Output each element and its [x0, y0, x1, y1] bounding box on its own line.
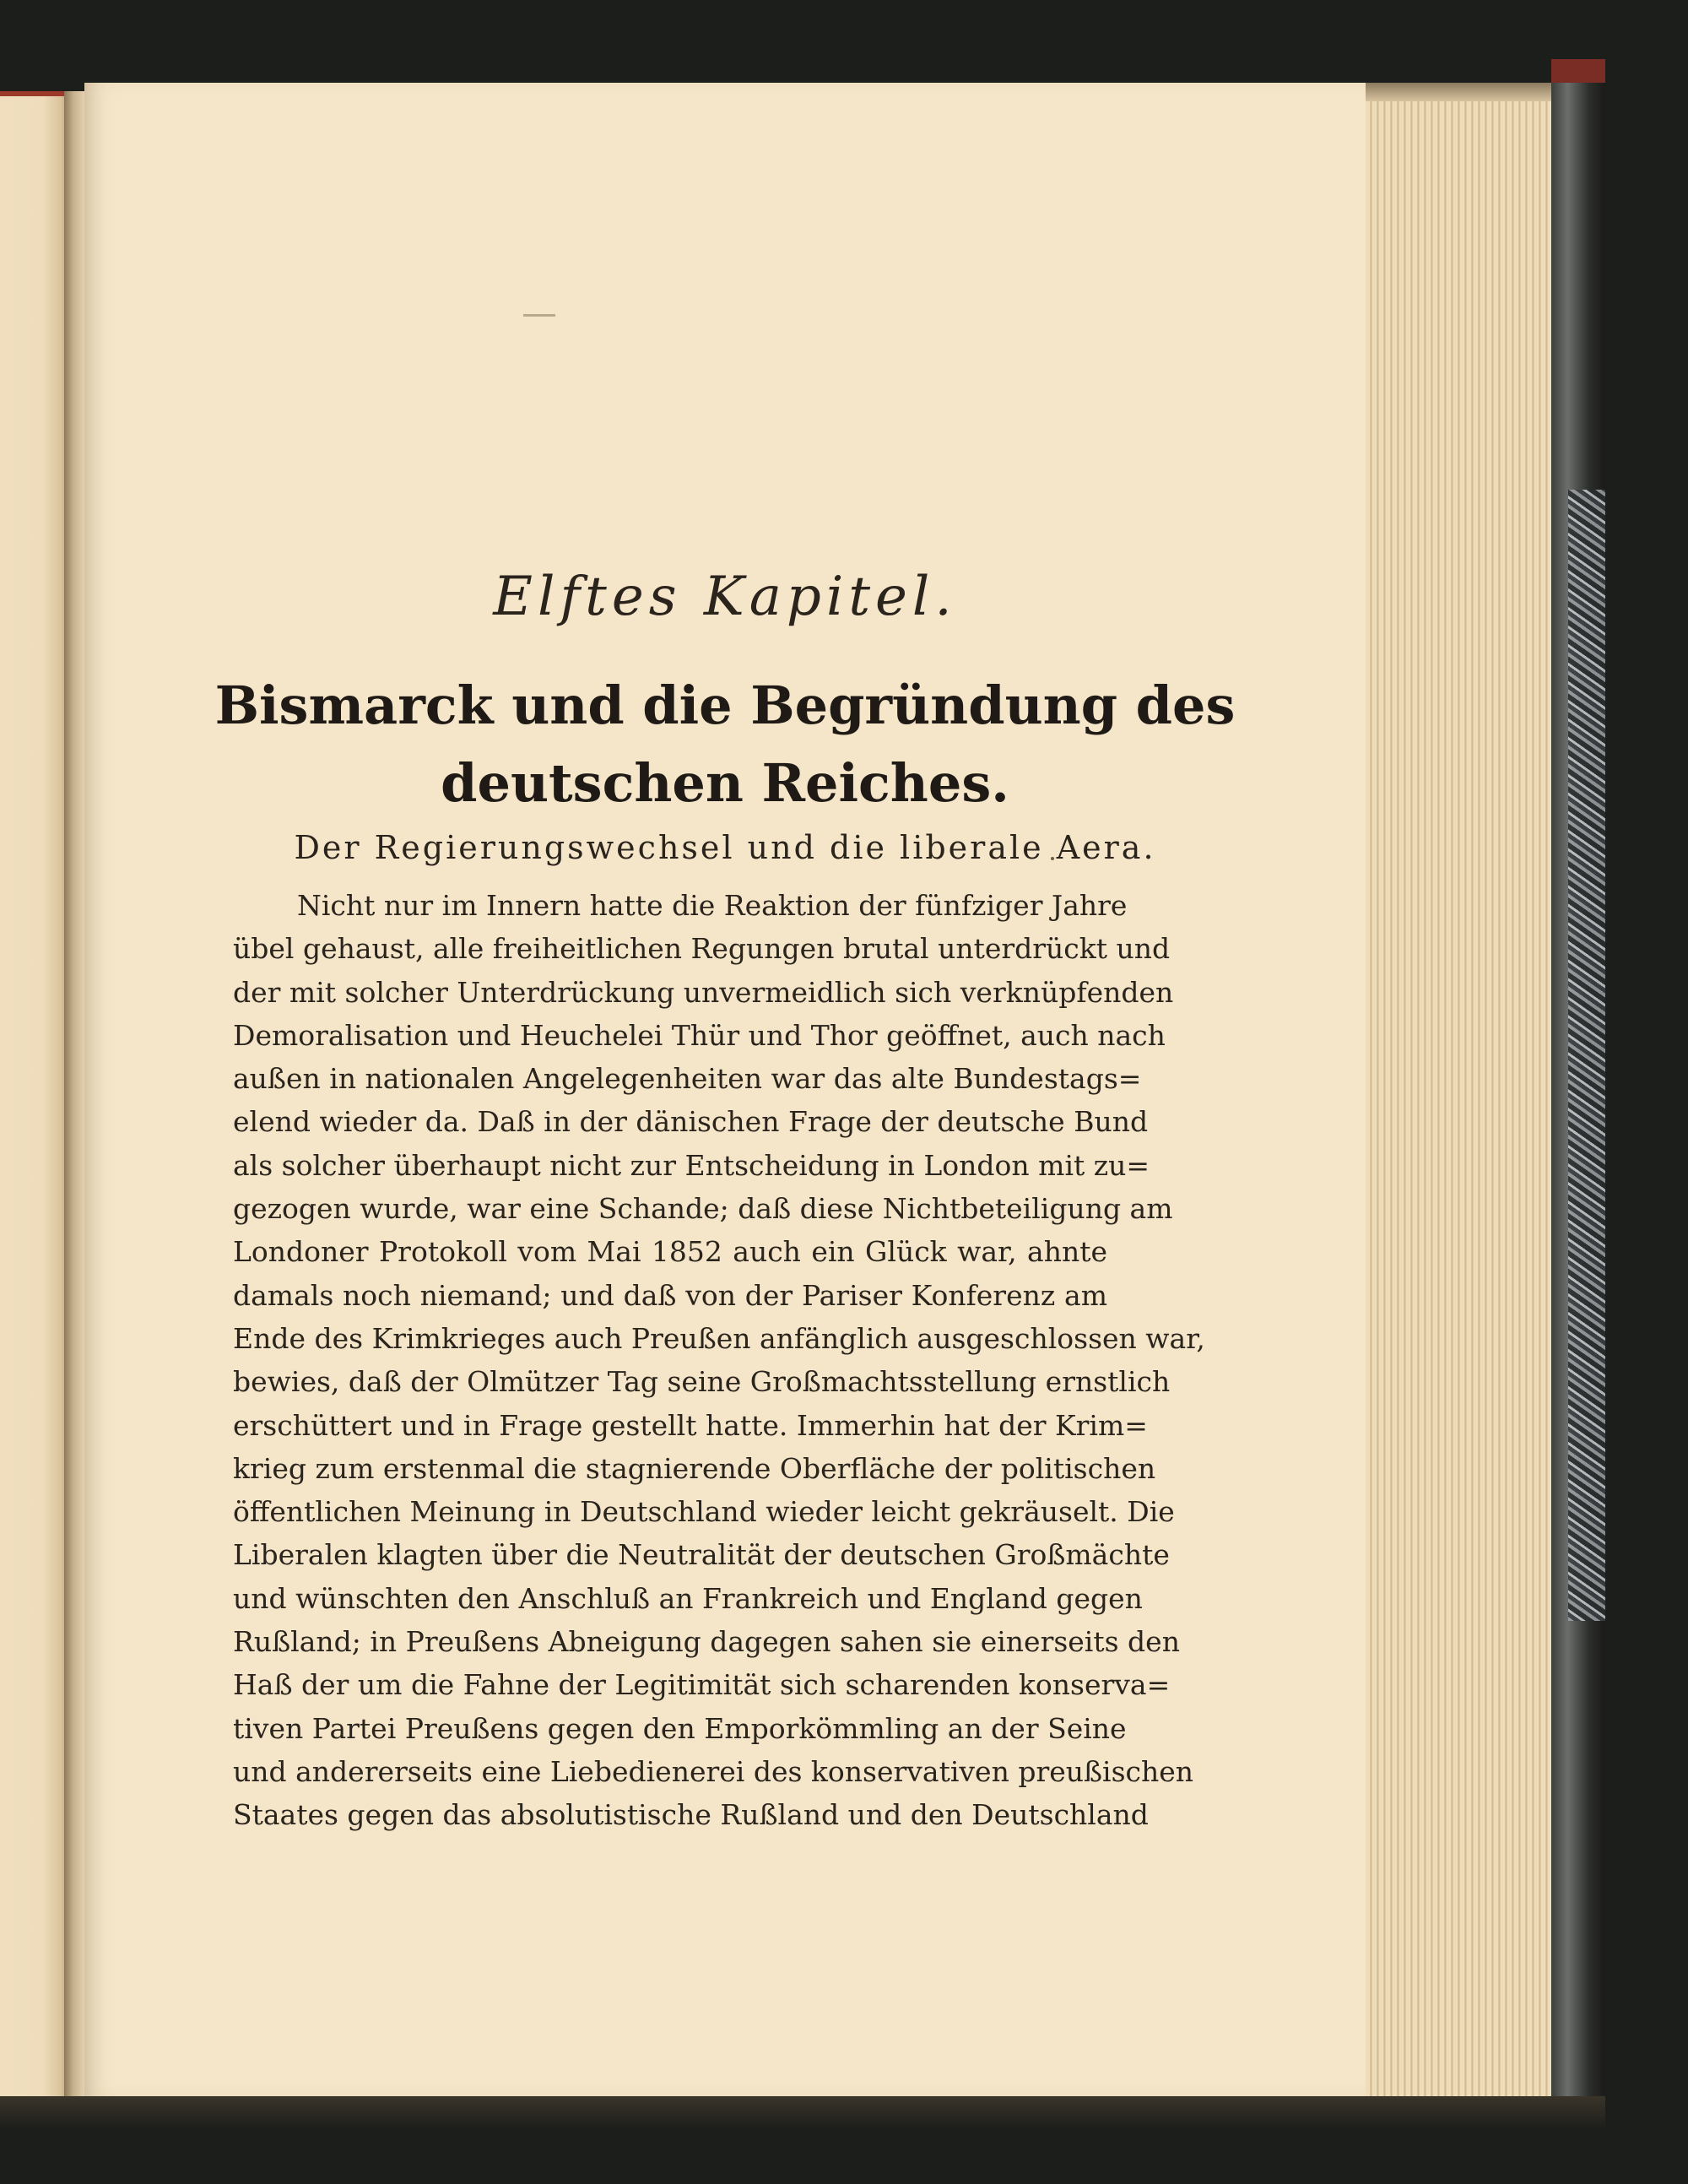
body-line: gezogen wurde, war eine Schande; daß diese Nichtbeteiligung am	[233, 1192, 1173, 1226]
body-line: damals noch niemand; und daß von der Pariser Konferenz am	[233, 1278, 1107, 1312]
chapter-title-line: deutschen Reiches.	[441, 752, 1009, 814]
ink-mark	[523, 314, 555, 317]
body-line: Rußland; in Preußens Abneigung dagegen sahen sie einerseits den	[233, 1625, 1180, 1659]
body-line: tiven Partei Preußens gegen den Emporkömmling an der Seine	[233, 1711, 1127, 1745]
marbled-cover-pattern	[1568, 490, 1605, 1621]
left-page	[0, 91, 72, 2096]
chapter-heading: Elftes Kapitel.	[493, 566, 957, 628]
page-block-edges	[1366, 83, 1551, 2096]
body-line: und wünschten den Anschluß an Frankreich und England gegen	[233, 1581, 1143, 1615]
book-shadow	[0, 2096, 1605, 2130]
chapter-title-line: Bismarck und die Begründung des	[214, 675, 1236, 736]
body-line: übel gehaust, alle freiheitlichen Regungen brutal unterdrückt und	[233, 932, 1171, 966]
body-line: der mit solcher Unterdrückung unvermeidlich sich verknüpfenden	[233, 975, 1174, 1009]
body-line: bewies, daß der Olmützer Tag seine Großmachtsstellung ernstlich	[233, 1365, 1171, 1399]
cover-edge	[1551, 59, 1605, 83]
page-block-top	[1366, 83, 1551, 101]
body-line: erschüttert und in Frage gestellt hatte. Immerhin hat der Krim=	[233, 1408, 1148, 1442]
body-line: Haß der um die Fahne der Legitimität sich scharenden konserva=	[233, 1668, 1171, 1702]
body-text	[233, 884, 1205, 1837]
body-line: Demoralisation und Heuchelei Thür und Thor geöffnet, auch nach	[233, 1018, 1166, 1052]
body-line: Londoner Protokoll vom Mai 1852 auch ein Glück war, ahnte	[233, 1235, 1107, 1269]
left-page-edge	[0, 91, 72, 96]
body-line: Liberalen klagten über die Neutralität der deutschen Großmächte	[233, 1538, 1170, 1572]
body-line: öffentlichen Meinung in Deutschland wieder leicht gekräuselt. Die	[233, 1495, 1175, 1529]
body-line: elend wieder da. Daß in der dänischen Frage der deutsche Bund	[233, 1105, 1149, 1139]
body-line: und andererseits eine Liebedienerei des konservativen preußischen	[233, 1754, 1194, 1788]
body-line: krieg zum erstenmal die stagnierende Oberfläche der politischen	[233, 1451, 1156, 1485]
section-heading: Der Regierungswechsel und die liberale Aera.	[294, 829, 1156, 866]
body-line: Staates gegen das absolutistische Rußland und den Deutschland	[233, 1798, 1149, 1832]
body-line: Nicht nur im Innern hatte die Reaktion der fünfziger Jahre	[297, 889, 1128, 922]
body-line: außen in nationalen Angelegenheiten war das alte Bundestags=	[233, 1062, 1142, 1096]
chapter-title	[127, 667, 1323, 822]
body-line: Ende des Krimkrieges auch Preußen anfänglich ausgeschlossen war,	[233, 1321, 1205, 1355]
body-line: als solcher überhaupt nicht zur Entscheidung in London mit zu=	[233, 1148, 1150, 1182]
